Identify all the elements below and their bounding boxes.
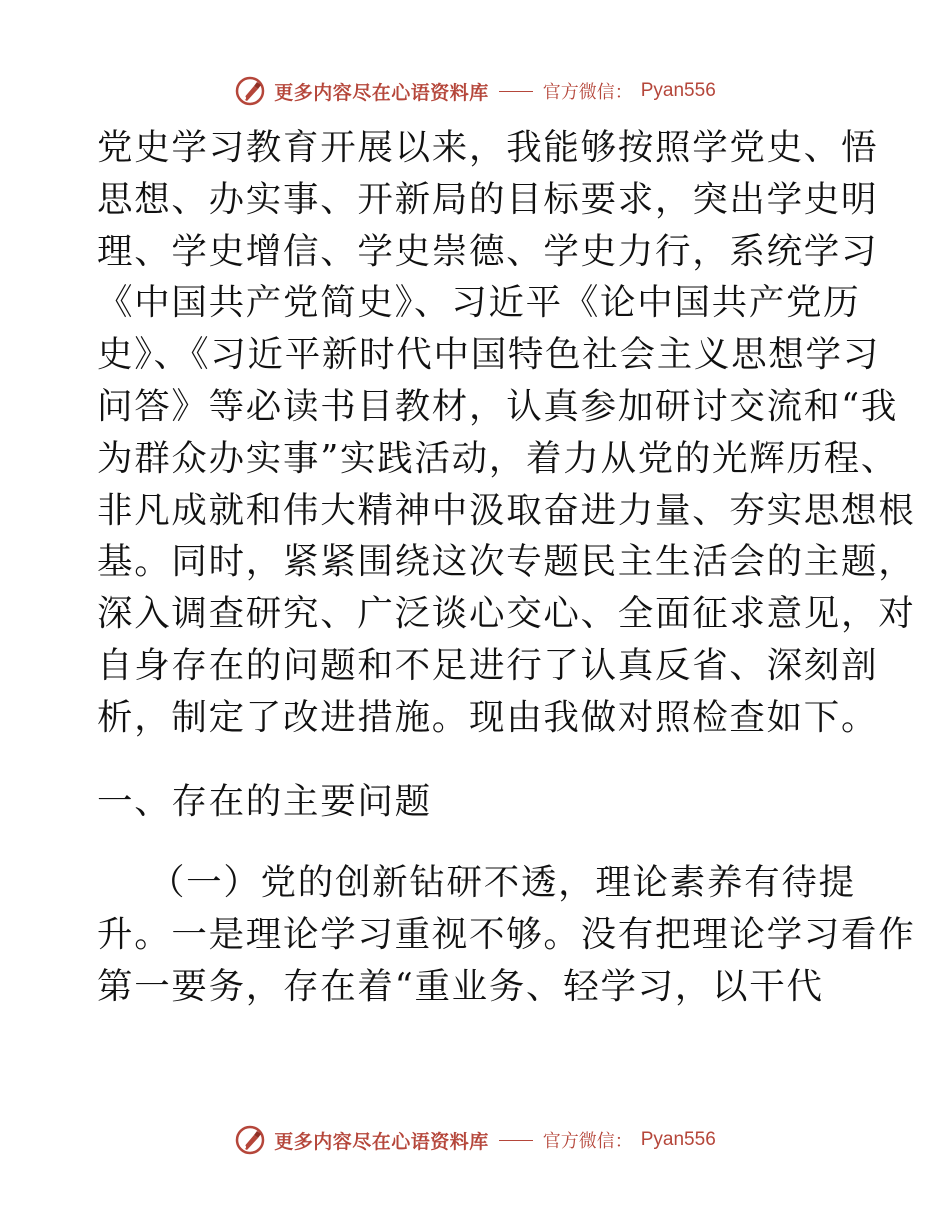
header-banner-divider [499, 91, 533, 92]
text-line: 问答》等必读书目教材，认真参加研讨交流和“我 [97, 385, 899, 427]
footer-wechat-id: Pyan556 [640, 1129, 716, 1150]
text-line: 《中国共产党简史》、习近平《论中国共产党历 [97, 282, 861, 324]
paragraph-spacer [97, 827, 857, 857]
section-heading: 一、存在的主要问题 [97, 780, 432, 822]
footer-wechat-label: 官方微信： [542, 1131, 633, 1152]
text-line: 析，制定了改进措施。现由我做对照检查如下。 [97, 696, 879, 738]
text-line: 非凡成就和伟大精神中汲取奋进力量、夯实思想根 [97, 489, 916, 531]
text-line: 理、学史增信、学史崇德、学史力行，系统学习 [97, 230, 879, 272]
text-line: 党史学习教育开展以来，我能够按照学党史、悟 [97, 127, 879, 168]
text-line: 为群众办实事”实践活动，着力从党的光辉历程、 [97, 437, 899, 479]
text-line: 升。一是理论学习重视不够。没有把理论学习看作 [97, 914, 916, 956]
header-wechat-label: 官方微信： [542, 82, 633, 103]
text-line: （一）党的创新钻研不透，理论素养有待提 [97, 862, 856, 904]
header-banner [0, 71, 950, 111]
paragraph-intro [97, 122, 916, 744]
header-wechat-id: Pyan556 [640, 80, 716, 101]
document-body [97, 122, 916, 1013]
text-line: 思想、办实事、开新局的目标要求，突出学史明 [97, 178, 879, 220]
text-line: 基。同时，紧紧围绕这次专题民主生活会的主题， [97, 541, 916, 583]
text-line: 自身存在的问题和不足进行了认真反省、深刻剖 [97, 644, 879, 686]
footer-banner [0, 1120, 950, 1160]
paragraph-problem-1 [97, 857, 916, 1012]
pen-logo-icon [234, 1124, 266, 1156]
paragraph-spacer [97, 744, 857, 776]
header-banner-text: 更多内容尽在心语资料库 [274, 81, 489, 104]
pen-logo-icon [234, 75, 266, 107]
text-line: 第一要务，存在着“重业务、轻学习，以干代 [97, 965, 824, 1007]
footer-banner-text: 更多内容尽在心语资料库 [274, 1130, 489, 1153]
footer-banner-divider [499, 1140, 533, 1141]
text-line: 史》、《习近平新时代中国特色社会主义思想学习 [97, 334, 880, 376]
text-line: 深入调查研究、广泛谈心交心、全面征求意见，对 [97, 593, 916, 635]
